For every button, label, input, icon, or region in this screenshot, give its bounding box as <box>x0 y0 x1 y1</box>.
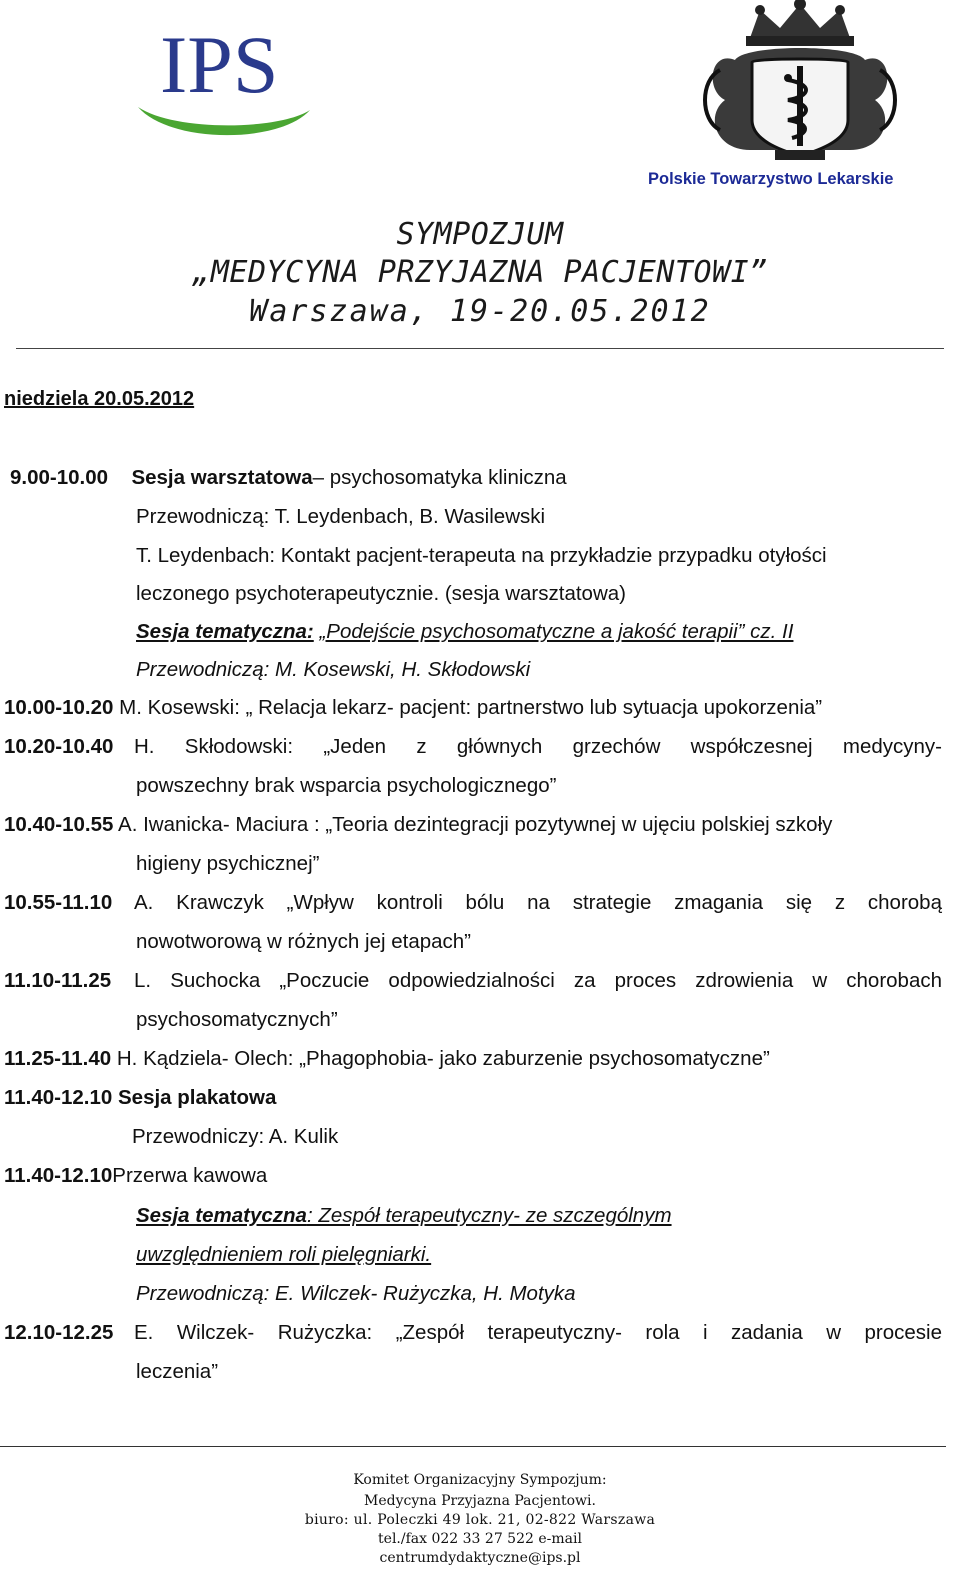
program-line <box>4 735 113 759</box>
program-line <box>10 466 567 490</box>
talk-text: powszechny brak wsparcia psychologicznego” <box>136 774 557 797</box>
session-label: Sesja tematyczna <box>136 1204 307 1227</box>
footer-divider <box>0 1446 946 1447</box>
time-slot: 9.00-10.00 <box>10 466 109 489</box>
time-slot: 11.25-11.40 <box>4 1047 112 1070</box>
talk-text: leczonego psychoterapeutycznie. <box>136 582 440 605</box>
day-heading: niedziela 20.05.2012 <box>4 388 195 410</box>
program-line <box>4 696 822 720</box>
session-title: Sesja plakatowa <box>118 1086 277 1109</box>
session-title-cont: uwzględnieniem roli pielęgniarki. <box>136 1243 432 1266</box>
time-slot: 12.10-12.25 <box>4 1321 114 1344</box>
time-slot: 10.40-10.55 <box>4 813 114 836</box>
talk-note: (sesja warsztatowa) <box>444 582 626 605</box>
top-divider <box>16 348 944 349</box>
talk-text: T. Leydenbach: Kontakt pacjent-terapeuta na przykładzie przypadku otyłości <box>136 544 827 567</box>
program-line <box>4 1321 113 1345</box>
talk-text: leczenia” <box>136 1360 219 1383</box>
time-slot: 10.55-11.10 <box>4 891 113 914</box>
session-subtitle: – psychosomatyka kliniczna <box>312 466 567 489</box>
session-title: Sesja warsztatowa <box>131 466 313 489</box>
footer-phone: tel./fax 022 33 27 522 e-mail <box>378 1531 582 1547</box>
session-chairs: Przewodniczą: T. Leydenbach, B. Wasilewski <box>136 505 546 528</box>
session-chairs: Przewodniczy: A. Kulik <box>132 1125 339 1148</box>
time-slot: 11.40-12.10 <box>4 1164 113 1187</box>
ips-logo-swoosh <box>138 107 310 135</box>
talk-text: H. Kądziela- Olech: „Phagophobia- jako zaburzenie psychosomatyczne” <box>116 1047 770 1070</box>
talk-text: E. Wilczek- Rużyczka: „Zespół terapeutyczny- rola i zadania w procesie <box>134 1321 942 1344</box>
talk-text: higieny psychicznej” <box>136 852 320 875</box>
session-chairs: Przewodniczą: E. Wilczek- Rużyczka, H. Motyka <box>136 1282 576 1305</box>
program-line <box>4 813 832 837</box>
time-slot: 10.20-10.40 <box>4 735 114 758</box>
talk-text: A. Iwanicka- Maciura : „Teoria dezintegracji pozytywnej w ujęciu polskiej szkoły <box>118 813 833 836</box>
talk-text: psychosomatycznych” <box>136 1008 338 1031</box>
talk-text: A. Krawczyk „Wpływ kontroli bólu na strategie zmagania się z chorobą <box>134 891 942 914</box>
program-line <box>4 1047 770 1071</box>
time-slot: 10.00-10.20 <box>4 696 114 719</box>
talk-text: nowotworową w różnych jej etapach” <box>136 930 471 953</box>
ips-logo <box>130 12 320 142</box>
program-line <box>4 891 112 915</box>
society-name: Polskie Towarzystwo Lekarskie <box>648 170 894 188</box>
program-line <box>136 1204 672 1228</box>
session-title: : Zespół terapeutyczny- ze szczególnym <box>306 1204 672 1227</box>
session-chairs: Przewodniczą: M. Kosewski, H. Skłodowski <box>136 658 531 681</box>
title-line-3: Warszawa, 19-20.05.2012 <box>249 294 711 329</box>
talk-text: L. Suchocka „Poczucie odpowiedzialności za proces zdrowienia w chorobach <box>134 969 942 992</box>
session-title: „Podejście psychosomatyczne a jakość terapii” cz. II <box>319 620 794 643</box>
footer-committee: Komitet Organizacyjny Sympozjum: <box>353 1472 607 1488</box>
program-line <box>136 582 626 606</box>
footer-email: centrumdydaktyczne@ips.pl <box>379 1550 581 1566</box>
program-line <box>4 1086 276 1110</box>
talk-text: M. Kosewski: „ Relacja lekarz- pacjent: partnerstwo lub sytuacja upokorzenia” <box>119 696 823 719</box>
time-slot: 11.10-11.25 <box>4 969 112 992</box>
footer-address: biuro: ul. Poleczki 49 lok. 21, 02-822 Warszawa <box>304 1512 656 1528</box>
society-crest-icon <box>680 0 920 170</box>
time-slot: 11.40-12.10 <box>4 1086 113 1109</box>
ips-logo-text: IPS <box>160 19 279 110</box>
program-line <box>4 1164 267 1188</box>
break-text: Przerwa kawowa <box>112 1164 268 1187</box>
session-label: Sesja tematyczna: <box>136 620 314 643</box>
program-line <box>4 969 111 993</box>
footer-event-name: Medycyna Przyjazna Pacjentowi. <box>364 1493 596 1509</box>
program-line <box>136 620 793 644</box>
title-line-2: „MEDYCYNA PRZYJAZNA PACJENTOWI” <box>192 255 768 290</box>
title-line-1: SYMPOZJUM <box>396 217 564 252</box>
talk-text: H. Skłodowski: „Jeden z głównych grzechów współczesnej medycyny- <box>134 735 942 758</box>
